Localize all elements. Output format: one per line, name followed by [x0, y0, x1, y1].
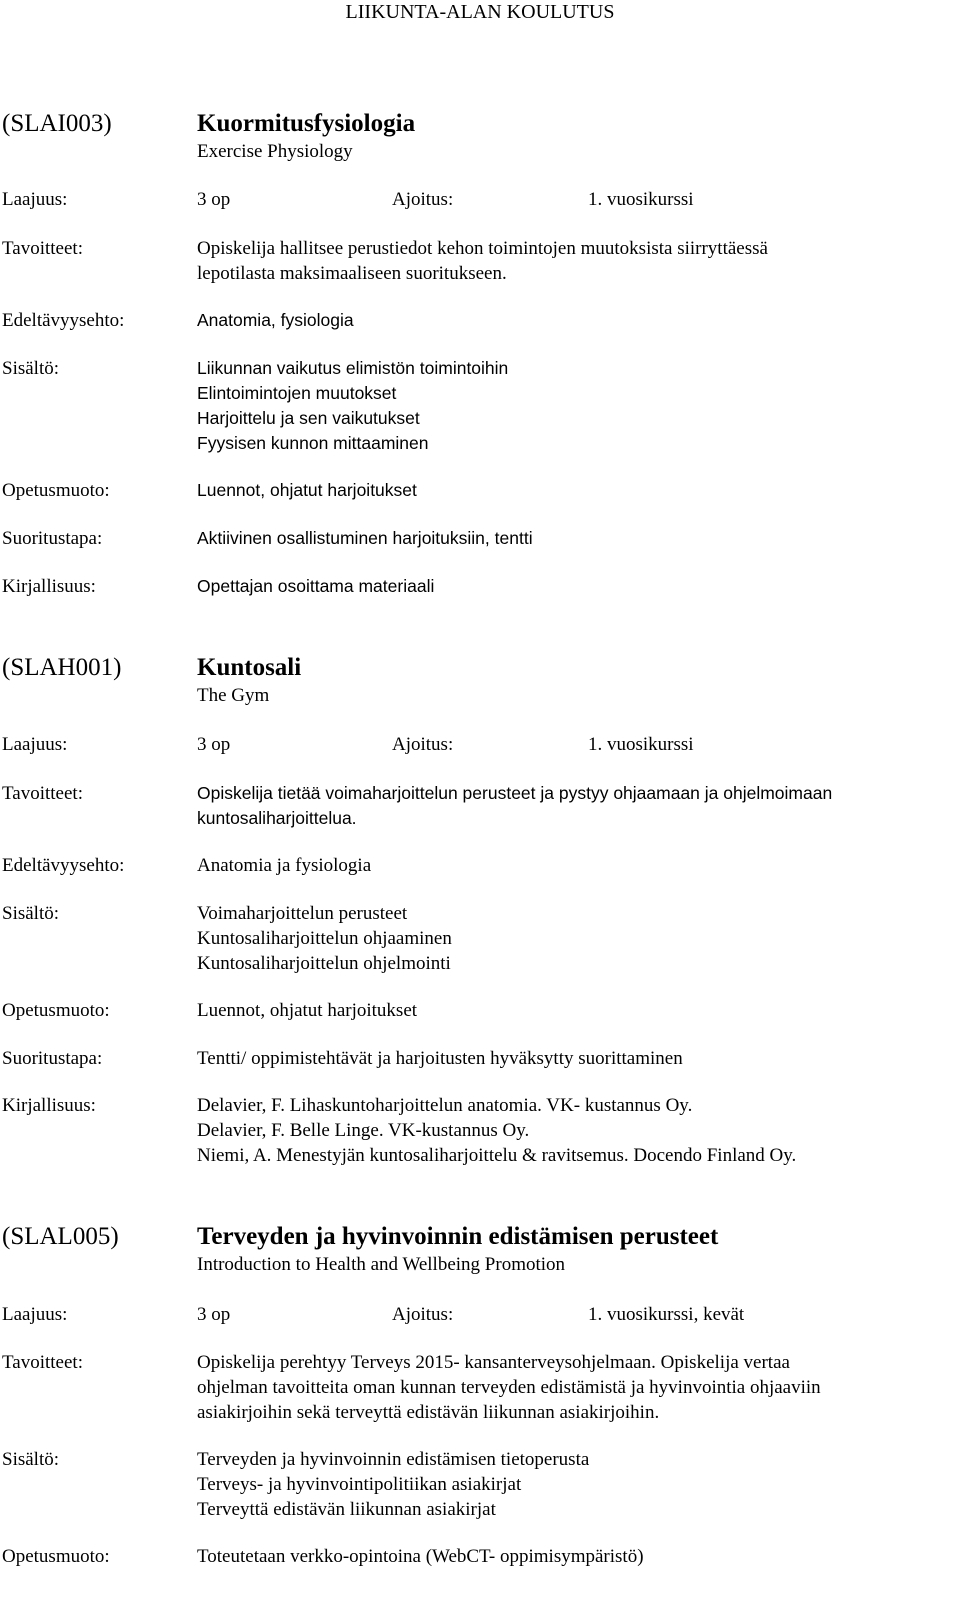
- kirjallisuus-line: Niemi, A. Menestyjän kuntosaliharjoittelu & ravitsemus. Docendo Finland Oy.: [197, 1145, 797, 1166]
- sisalto-line: Kuntosaliharjoittelun ohjaaminen: [197, 928, 452, 949]
- suoritustapa-value: Aktiivinen osallistuminen harjoituksiin, tentti: [197, 528, 533, 548]
- edeltavyys-label: Edeltävyysehto:: [2, 310, 125, 331]
- sisalto-label: Sisältö:: [2, 358, 60, 379]
- opetusmuoto-label: Opetusmuoto:: [2, 1000, 110, 1021]
- opetusmuoto-value: Toteutetaan verkko-opintoina (WebCT- oppimisympäristö): [197, 1546, 644, 1567]
- course-code: (SLAI003): [2, 110, 112, 137]
- tavoitteet-value: [197, 781, 957, 831]
- tavoitteet-line: Opiskelija tietää voimaharjoittelun perusteet ja pystyy ohjaamaan ja ohjelmoimaan: [197, 783, 833, 803]
- opetusmuoto-value: Luennot, ohjatut harjoitukset: [197, 480, 417, 500]
- tavoitteet-line: kuntosaliharjoittelua.: [197, 808, 357, 828]
- ajoitus-value: 1. vuosikurssi, kevät: [588, 1304, 745, 1325]
- kirjallisuus-line: Delavier, F. Belle Linge. VK-kustannus Oy.: [197, 1120, 530, 1141]
- ajoitus-label: Ajoitus:: [392, 734, 454, 755]
- tavoitteet-label: Tavoitteet:: [2, 783, 83, 804]
- course-code: (SLAH001): [2, 654, 122, 681]
- tavoitteet-line: asiakirjoihin sekä terveyttä edistävän liikunnan asiakirjoihin.: [197, 1402, 660, 1423]
- sisalto-label: Sisältö:: [2, 1449, 60, 1470]
- tavoitteet-line: lepotilasta maksimaaliseen suoritukseen.: [197, 263, 507, 284]
- ajoitus-value: 1. vuosikurssi: [588, 189, 694, 210]
- tavoitteet-line: Opiskelija perehtyy Terveys 2015- kansanterveysohjelmaan. Opiskelija vertaa: [197, 1352, 790, 1373]
- course-title: Kuntosali: [197, 654, 302, 681]
- laajuus-label: Laajuus:: [2, 189, 68, 210]
- sisalto-line: Kuntosaliharjoittelun ohjelmointi: [197, 953, 451, 974]
- suoritustapa-value: Tentti/ oppimistehtävät ja harjoitusten hyväksytty suorittaminen: [197, 1048, 683, 1069]
- sisalto-value: [197, 901, 957, 976]
- laajuus-value: 3 op: [197, 189, 231, 210]
- sisalto-line: Liikunnan vaikutus elimistön toimintoihin: [197, 358, 509, 378]
- laajuus-value: 3 op: [197, 1304, 231, 1325]
- sisalto-line: Harjoittelu ja sen vaikutukset: [197, 408, 420, 428]
- course-title: Terveyden ja hyvinvoinnin edistämisen perusteet: [197, 1223, 719, 1250]
- opetusmuoto-value: Luennot, ohjatut harjoitukset: [197, 1000, 418, 1021]
- suoritustapa-label: Suoritustapa:: [2, 1048, 103, 1069]
- opetusmuoto-label: Opetusmuoto:: [2, 1546, 110, 1567]
- edeltavyys-value: Anatomia, fysiologia: [197, 310, 354, 330]
- course-subtitle: The Gym: [197, 685, 270, 706]
- sisalto-line: Terveys- ja hyvinvointipolitiikan asiakirjat: [197, 1474, 522, 1495]
- kirjallisuus-label: Kirjallisuus:: [2, 1095, 96, 1116]
- sisalto-line: Voimaharjoittelun perusteet: [197, 903, 408, 924]
- tavoitteet-value: [197, 236, 957, 286]
- sisalto-value: [197, 1447, 957, 1522]
- sisalto-label: Sisältö:: [2, 903, 60, 924]
- ajoitus-value: 1. vuosikurssi: [588, 734, 694, 755]
- sisalto-line: Fyysisen kunnon mittaaminen: [197, 433, 429, 453]
- laajuus-label: Laajuus:: [2, 734, 68, 755]
- page-header: LIIKUNTA-ALAN KOULUTUS: [345, 1, 615, 23]
- course-subtitle: Introduction to Health and Wellbeing Promotion: [197, 1254, 566, 1275]
- suoritustapa-label: Suoritustapa:: [2, 528, 103, 549]
- tavoitteet-label: Tavoitteet:: [2, 238, 83, 259]
- tavoitteet-label: Tavoitteet:: [2, 1352, 83, 1373]
- sisalto-line: Elintoimintojen muutokset: [197, 383, 397, 403]
- kirjallisuus-value: [197, 1093, 957, 1168]
- tavoitteet-value: [197, 1350, 957, 1425]
- tavoitteet-line: Opiskelija hallitsee perustiedot kehon toimintojen muutoksista siirryttäessä: [197, 238, 768, 259]
- laajuus-value: 3 op: [197, 734, 231, 755]
- ajoitus-label: Ajoitus:: [392, 189, 454, 210]
- edeltavyys-value: Anatomia ja fysiologia: [197, 855, 372, 876]
- kirjallisuus-value: [197, 574, 957, 599]
- course-subtitle: Exercise Physiology: [197, 141, 353, 162]
- kirjallisuus-line: Opettajan osoittama materiaali: [197, 576, 435, 596]
- edeltavyys-label: Edeltävyysehto:: [2, 855, 125, 876]
- laajuus-label: Laajuus:: [2, 1304, 68, 1325]
- kirjallisuus-line: Delavier, F. Lihaskuntoharjoittelun anatomia. VK- kustannus Oy.: [197, 1095, 693, 1116]
- course-code: (SLAL005): [2, 1223, 119, 1250]
- course-title: Kuormitusfysiologia: [197, 110, 416, 137]
- tavoitteet-line: ohjelman tavoitteita oman kunnan terveyden edistämistä ja hyvinvointia ohjaaviin: [197, 1377, 821, 1398]
- sisalto-line: Terveyden ja hyvinvoinnin edistämisen tietoperusta: [197, 1449, 590, 1470]
- sisalto-line: Terveyttä edistävän liikunnan asiakirjat: [197, 1499, 496, 1520]
- opetusmuoto-label: Opetusmuoto:: [2, 480, 110, 501]
- kirjallisuus-label: Kirjallisuus:: [2, 576, 96, 597]
- ajoitus-label: Ajoitus:: [392, 1304, 454, 1325]
- sisalto-value: [197, 356, 957, 456]
